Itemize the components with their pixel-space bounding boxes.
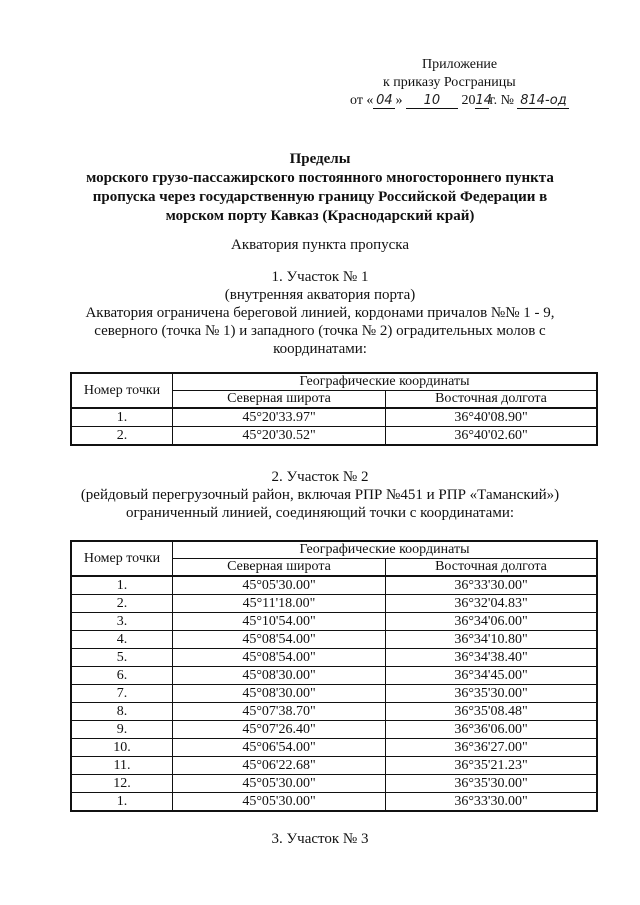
longitude-cell: 36°36'06.00" [386,721,598,739]
point-number-cell: 4. [71,631,173,649]
longitude-cell: 36°35'08.48" [386,703,598,721]
subtitle: Акватория пункта пропуска [230,237,410,253]
number-prefix: г. № [489,93,514,108]
point-number-cell: 2. [71,595,173,613]
section-1-desc-3: координатами: [273,341,367,357]
point-number-cell: 3. [71,613,173,631]
latitude-cell: 45°07'38.70" [173,703,386,721]
appendix-title: Приложение [422,57,498,72]
longitude-cell: 36°40'08.90" [386,408,598,427]
handwritten-day: 04 [373,94,395,109]
table-row [71,739,597,757]
table-row [71,427,597,446]
latitude-cell: 45°08'30.00" [173,685,386,703]
section-1 [60,268,580,358]
table-row [71,775,597,793]
latitude-cell: 45°08'30.00" [173,667,386,685]
latitude-cell: 45°08'54.00" [173,649,386,667]
table-row [71,703,597,721]
date-mid: » [395,93,403,108]
longitude-cell: 36°36'27.00" [386,739,598,757]
year-prefix: 20 [461,93,476,108]
table-row [71,576,597,595]
latitude-cell: 45°11'18.00" [173,595,386,613]
point-number-cell: 6. [71,667,173,685]
table-row [71,757,597,775]
handwritten-month: 10 [406,94,458,109]
latitude-cell: 45°06'54.00" [173,739,386,757]
point-number-cell: 1. [71,408,173,427]
table-2-body [71,576,597,811]
table-row [71,631,597,649]
document-title [60,150,580,226]
appendix-header [350,56,590,110]
date-prefix: от « [350,93,374,108]
latitude-cell: 45°07'26.40" [173,721,386,739]
longitude-cell: 36°34'10.80" [386,631,598,649]
section-2-desc-2: ограниченный линией, соединяющий точки с координатами: [125,505,515,521]
point-number-cell: 12. [71,775,173,793]
point-number-cell: 1. [71,793,173,812]
header-longitude: Восточная долгота [386,391,598,409]
section-1-desc-1: Акватория ограничена береговой линией, кордонами причалов №№ 1 - 9, [85,305,555,321]
longitude-cell: 36°35'30.00" [386,775,598,793]
section-3-heading: 3. Участок № 3 [271,831,369,847]
point-number-cell: 2. [71,427,173,446]
longitude-cell: 36°35'30.00" [386,685,598,703]
latitude-cell: 45°06'22.68" [173,757,386,775]
section-2-heading: 2. Участок № 2 [271,469,369,485]
section-2 [60,468,580,522]
header-geo-coordinates: Географические координаты [173,373,598,391]
latitude-cell: 45°05'30.00" [173,793,386,812]
header-latitude: Северная широта [173,391,386,409]
point-number-cell: 9. [71,721,173,739]
longitude-cell: 36°34'38.40" [386,649,598,667]
point-number-cell: 5. [71,649,173,667]
table-row [71,721,597,739]
point-number-cell: 8. [71,703,173,721]
section-2-desc-1: (рейдовый перегрузочный район, включая РПР №451 и РПР «Таманский») [80,487,560,503]
point-number-cell: 1. [71,576,173,595]
title-line-4: морском порту Кавказ (Краснодарский край) [165,208,475,224]
latitude-cell: 45°05'30.00" [173,775,386,793]
table-row [71,685,597,703]
longitude-cell: 36°40'02.60" [386,427,598,446]
appendix-order-ref: к приказу Росграницы [383,75,516,90]
latitude-cell: 45°08'54.00" [173,631,386,649]
table-row [71,793,597,812]
header-latitude: Северная широта [173,559,386,577]
section-1-subheading: (внутренняя акватория порта) [224,287,416,303]
table-row [71,408,597,427]
table-row [71,595,597,613]
point-number-cell: 10. [71,739,173,757]
header-point-number: Номер точки [71,373,173,408]
title-line-2: морского грузо-пассажирского постоянного многостороннего пункта [86,170,554,186]
header-point-number: Номер точки [71,541,173,576]
longitude-cell: 36°34'06.00" [386,613,598,631]
title-line-3: пропуска через государственную границу Российской Федерации в [92,189,548,205]
latitude-cell: 45°20'30.52" [173,427,386,446]
coordinates-table-1 [70,372,598,446]
table-row [71,649,597,667]
header-geo-coordinates: Географические координаты [173,541,598,559]
longitude-cell: 36°33'30.00" [386,576,598,595]
longitude-cell: 36°33'30.00" [386,793,598,812]
table-row [71,613,597,631]
section-1-heading: 1. Участок № 1 [271,269,369,285]
latitude-cell: 45°20'33.97" [173,408,386,427]
coordinates-table-2 [70,540,598,812]
point-number-cell: 11. [71,757,173,775]
appendix-date-number [350,92,590,110]
point-number-cell: 7. [71,685,173,703]
title-line-1: Пределы [289,151,351,167]
latitude-cell: 45°10'54.00" [173,613,386,631]
longitude-cell: 36°34'45.00" [386,667,598,685]
table-row [71,667,597,685]
handwritten-year: 14 [475,93,492,108]
header-longitude: Восточная долгота [386,559,598,577]
longitude-cell: 36°35'21.23" [386,757,598,775]
latitude-cell: 45°05'30.00" [173,576,386,595]
longitude-cell: 36°32'04.83" [386,595,598,613]
handwritten-number: 814-од [517,94,569,109]
table-1-body [71,408,597,445]
section-1-desc-2: северного (точка № 1) и западного (точка № 2) оградительных молов с [94,323,546,339]
